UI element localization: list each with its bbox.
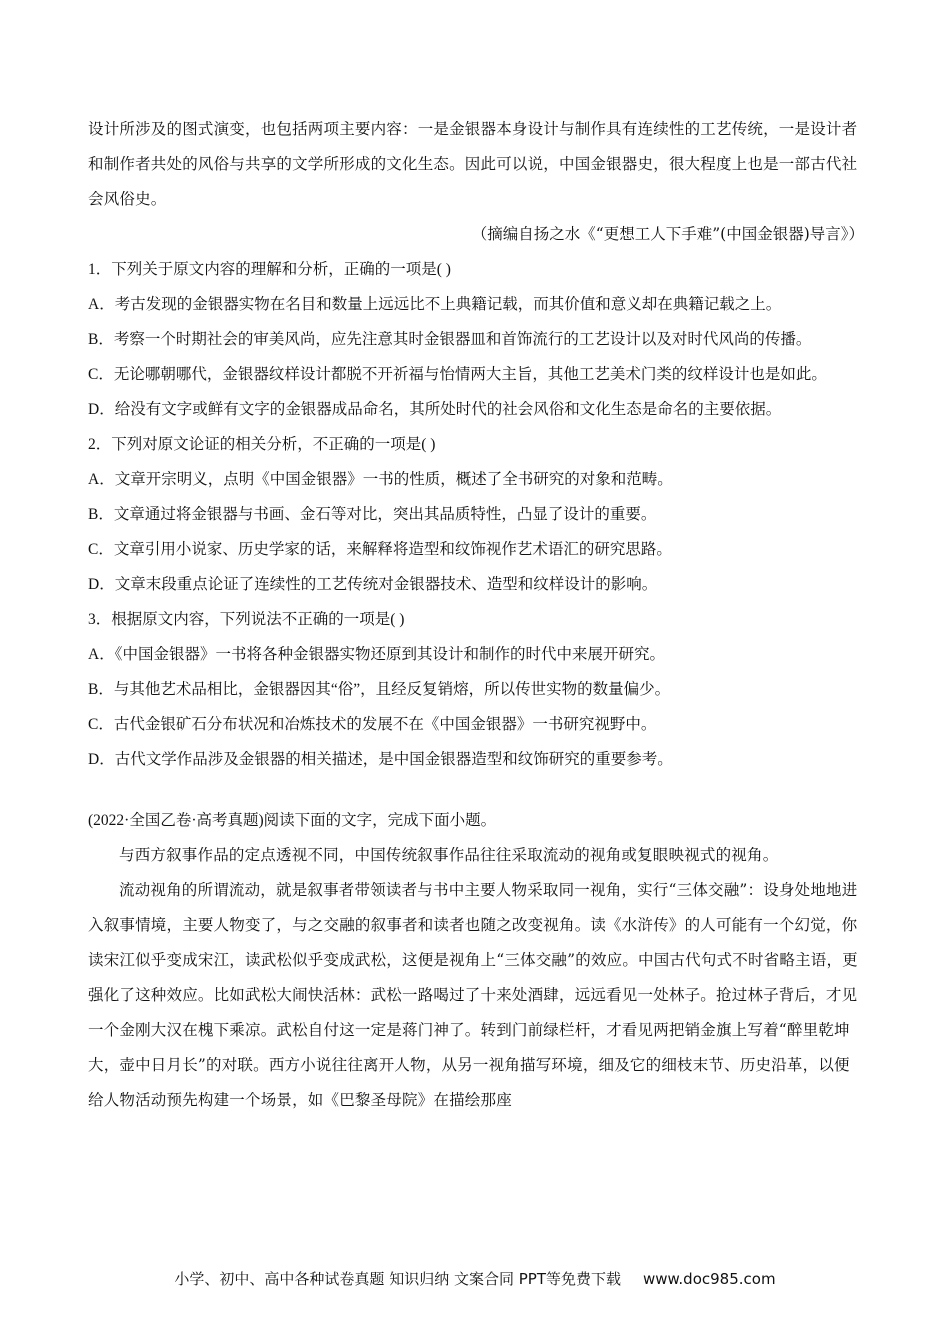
option-b: B．考察一个时期社会的审美风尚，应先注意其时金银器皿和首饰流行的工艺设计以及对时代风尚的传播。 <box>88 331 812 348</box>
document-content <box>88 112 864 1118</box>
option-d: D．文章末段重点论证了连续性的工艺传统对金银器技术、造型和纹样设计的影响。 <box>88 576 658 593</box>
option-d: D．给没有文字或鲜有文字的金银器成品命名，其所处时代的社会风俗和文化生态是命名的主要依据。 <box>88 401 782 418</box>
passage1-source: （摘编自扬之水《“更想工人下手难”(中国金银器)导言》） <box>471 225 864 243</box>
question-2 <box>88 427 864 602</box>
question-stem: 2．下列对原文论证的相关分析，不正确的一项是( ) <box>88 436 436 453</box>
option-c: C．古代金银矿石分布状况和冶炼技术的发展不在《中国金银器》一书研究视野中。 <box>88 716 657 733</box>
option-c: C．文章引用小说家、历史学家的话，来解释将造型和纹饰视作艺术语汇的研究思路。 <box>88 541 672 558</box>
question-1 <box>88 252 864 427</box>
question-3 <box>88 602 864 777</box>
passage2-paragraph-1: 与西方叙事作品的定点透视不同，中国传统叙事作品往往采取流动的视角或复眼映视式的视角。 <box>119 846 779 864</box>
option-a: A．考古发现的金银器实物在名目和数量上远远比不上典籍记载，而其价值和意义却在典籍记载之上。 <box>88 296 782 313</box>
passage2-intro: (2022·全国乙卷·高考真题)阅读下面的文字，完成下面小题。 <box>88 812 497 829</box>
option-a: A．文章开宗明义，点明《中国金银器》一书的性质，概述了全书研究的对象和范畴。 <box>88 471 673 488</box>
option-b: B．文章通过将金银器与书画、金石等对比，突出其品质特性，凸显了设计的重要。 <box>88 506 657 523</box>
footer-site-link[interactable]: www.doc985.com <box>642 1270 776 1288</box>
footer-text: 小学、初中、高中各种试卷真题 知识归纳 文案合同 PPT等免费下载 <box>174 1270 621 1288</box>
question-stem: 1．下列关于原文内容的理解和分析，正确的一项是( ) <box>88 261 451 278</box>
passage2-paragraph-2: 流动视角的所谓流动，就是叙事者带领读者与书中主要人物采取同一视角，实行“三体交融”：设身处地地进入叙事情境，主要人物变了，与之交融的叙事者和读者也随之改变视角。读《水浒传》的人可能有一个幻觉，你读宋江似乎变成宋江，读武松似乎变成武松，这便是视角上“三体交融”的效应。中国古代句式不时省略主语，更强化了这种效应。比如武松大闹快活林：武松一路喝过了十来处酒肆，远远看见一处林子。抢过林子背后，才见一个金刚大汉在槐下乘凉。武松自付这一定是蒋门神了。转到门前绿栏杆，才看见两把销金旗上写着“醉里乾坤大，壶中日月长”的对联。西方小说往往离开人物，从另一视角描写环境，细及它的细枝末节、历史沿革，以便给人物活动预先构建一个场景，如《巴黎圣母院》在描绘那座 <box>88 881 858 1109</box>
section-gap <box>88 777 864 803</box>
option-c: C．无论哪朝哪代，金银器纹样设计都脱不开祈福与怡情两大主旨，其他工艺美术门类的纹样设计也是如此。 <box>88 366 827 383</box>
option-d: D．古代文学作品涉及金银器的相关描述，是中国金银器造型和纹饰研究的重要参考。 <box>88 751 673 768</box>
option-b: B．与其他艺术品相比，金银器因其“俗”，且经反复销熔，所以传世实物的数量偏少。 <box>88 681 671 698</box>
page-footer <box>0 1268 950 1289</box>
passage1-paragraph: 设计所涉及的图式演变，也包括两项主要内容：一是金银器本身设计与制作具有连续性的工艺传统，一是设计者和制作者共处的风俗与共享的文学所形成的文化生态。因此可以说，中国金银器史，很大程度上也是一部古代社会风俗史。 <box>88 120 858 208</box>
question-stem: 3．根据原文内容，下列说法不正确的一项是( ) <box>88 611 405 628</box>
option-a: A．《中国金银器》一书将各种金银器实物还原到其设计和制作的时代中来展开研究。 <box>88 646 665 663</box>
